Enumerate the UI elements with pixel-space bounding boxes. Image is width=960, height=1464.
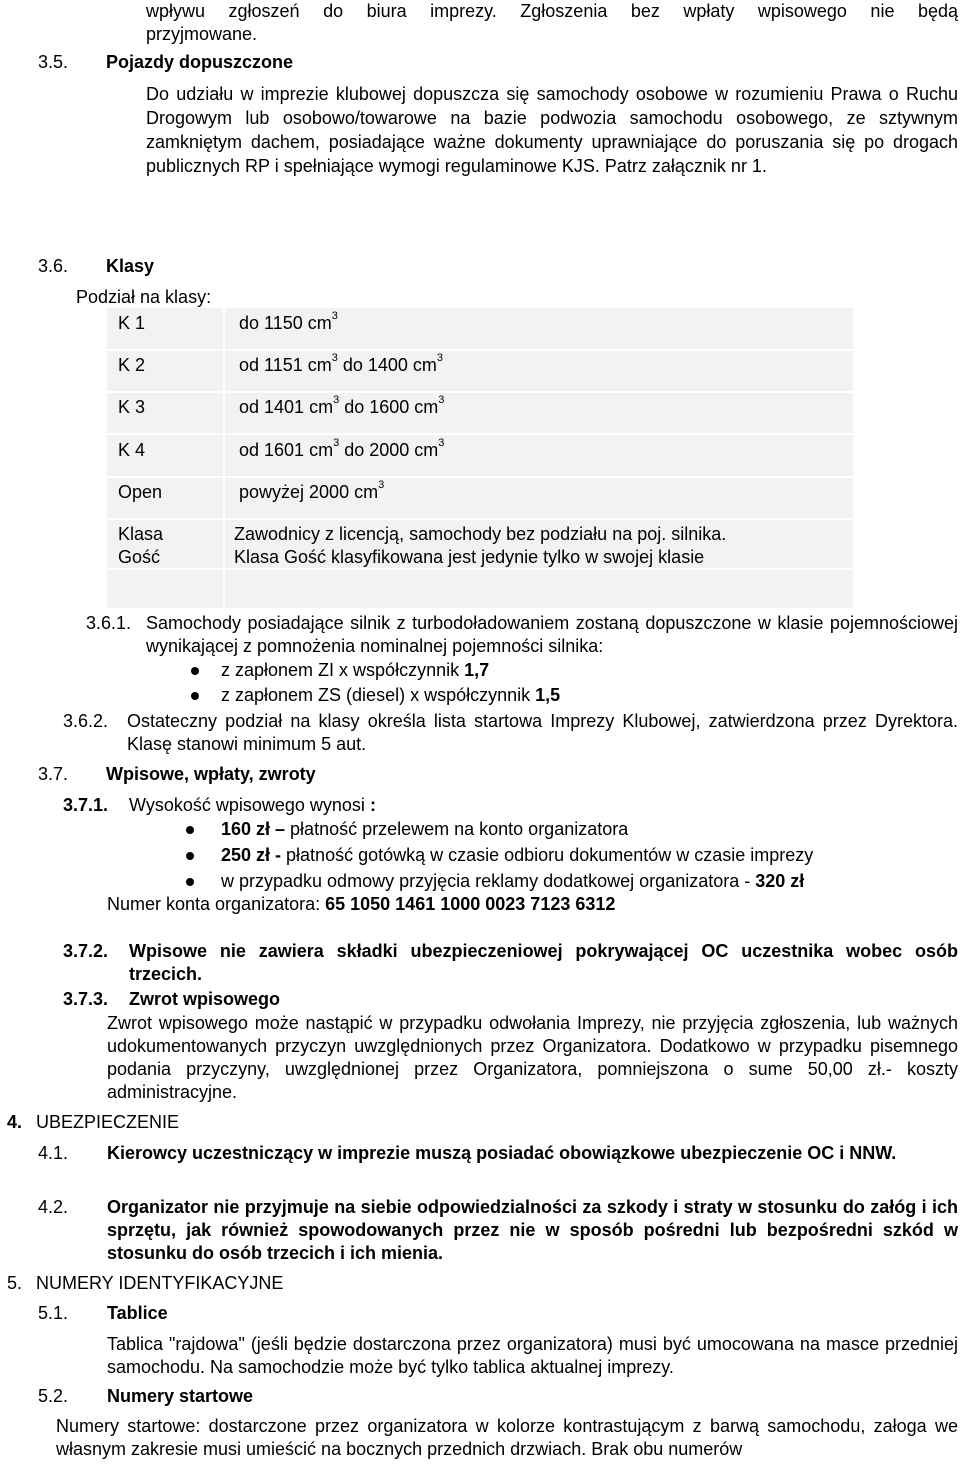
class-name: K 4: [118, 440, 146, 460]
bullet-icon: [191, 667, 199, 675]
bullet-icon: [186, 878, 194, 886]
section-5-1-number: 5.1.: [38, 1303, 69, 1323]
class-name: Open: [118, 482, 163, 502]
fee-item: 160 zł – płatność przelewem na konto organizatora: [221, 819, 629, 839]
section-3-7-2-text: Wpisowe nie zawiera składki ubezpieczeniowej pokrywającej OC uczestnika wobec osób trzecich.: [129, 941, 958, 984]
section-3-7-number: 3.7.: [38, 764, 69, 784]
continuation-line-1: wpływu zgłoszeń do biura imprezy. Zgłoszenia bez wpłaty wpisowego nie będą: [146, 1, 958, 21]
class-name: K 1: [118, 313, 146, 333]
section-5-1-text: Tablica "rajdowa" (jeśli będzie dostarczona przez organizatora) musi być umocowana na masce przedniej samochodu. Na samochodzie może być tylko tablica aktualnej imprezy.: [107, 1334, 958, 1377]
section-4-2-number: 4.2.: [38, 1197, 69, 1217]
section-3-6-1-text: Samochody posiadające silnik z turbodoładowaniem zostaną dopuszczone w klasie pojemnościowej wynikającej z pomnożenia nominalnej pojemności silnika:: [146, 613, 958, 656]
section-3-7-3-text: Zwrot wpisowego może nastąpić w przypadku odwołania Imprezy, nie przyjęcia zgłoszenia, lub ważnych udokumentowanych przyczyn uwzględnionych przez Organizatora. Dodatkowo w przypadku pisemnego podania przyczyny, uwzględnionej przez Organizatora, pomniejszona o sume 50,00 zł.- koszty administracyjne.: [107, 1013, 958, 1102]
class-description-line2: Klasa Gość klasyfikowana jest jedynie tylko w swojej klasie: [234, 547, 705, 567]
section-3-6-1-number: 3.6.1.: [86, 613, 132, 633]
class-description-line1: Zawodnicy z licencją, samochody bez podziału na poj. silnika.: [234, 524, 727, 544]
section-3-7-1-number: 3.7.1.: [63, 795, 109, 815]
account-number: Numer konta organizatora: 65 1050 1461 1000 0023 7123 6312: [107, 894, 616, 914]
class-name-line1: Klasa: [118, 524, 164, 544]
class-name: K 2: [118, 355, 146, 375]
fee-item: 250 zł - płatność gotówką w czasie odbioru dokumentów w czasie imprezy: [221, 845, 814, 865]
section-3-5-number: 3.5.: [38, 52, 69, 72]
section-3-7-title: Wpisowe, wpłaty, zwroty: [106, 764, 316, 784]
section-5-1-title: Tablice: [107, 1303, 168, 1323]
section-3-7-3-title: Zwrot wpisowego: [129, 989, 280, 1009]
section-4-2-text: Organizator nie przyjmuje na siebie odpowiedzialności za szkody i straty w stosunku do załóg i ich sprzętu, jak również spowodowanych przez nie w sposób pośredni lub bezpośredni szkód w stosunku do osób trzecich i ich mienia.: [107, 1197, 958, 1263]
section-3-6-2-text: Ostateczny podział na klasy określa lista startowa Imprezy Klubowej, zatwierdzona przez Dyrektora. Klasę stanowi minimum 5 aut.: [127, 711, 958, 754]
section-3-6-number: 3.6.: [38, 256, 69, 276]
continuation-line-2: przyjmowane.: [146, 24, 258, 44]
section-5-title: NUMERY IDENTYFIKACYJNE: [36, 1273, 284, 1293]
section-3-5-text: Do udziału w imprezie klubowej dopuszcza się samochody osobowe w rozumieniu Prawa o Ruchu Drogowym lub osobowo/towarowe na bazie podwozia samochodu osobowego, ze sztywnym zamkniętym dachem, posiadające ważne dokumenty uprawniające do poruszania się po drogach publicznych RP i spełniające wymogi regulaminowe KJS. Patrz załącznik nr 1.: [146, 84, 958, 176]
section-3-6-2-number: 3.6.2.: [63, 711, 109, 731]
section-5-2-number: 5.2.: [38, 1386, 69, 1406]
fee-item: w przypadku odmowy przyjęcia reklamy dodatkowej organizatora - 320 zł: [221, 871, 805, 891]
section-4-title: UBEZPIECZENIE: [36, 1112, 180, 1132]
class-capacity: od 1401 $cm^3$ do 1600 $cm^3$: [239, 394, 445, 417]
bullet-icon: [186, 852, 194, 860]
class-capacity: do 1150 $cm^3$: [239, 310, 338, 333]
section-5-2-title: Numery startowe: [107, 1386, 254, 1406]
section-4-number: 4.: [7, 1112, 23, 1132]
bullet-item: z zapłonem ZI x współczynnik 1,7: [221, 660, 490, 680]
bullet-icon: [186, 826, 194, 834]
section-4-1-text: Kierowcy uczestniczący w imprezie muszą posiadać obowiązkowe ubezpieczenie OC i NNW.: [107, 1143, 897, 1163]
section-5-number: 5.: [7, 1273, 23, 1293]
class-capacity: od 1151 $cm^3$ do 1400 $cm^3$: [239, 352, 444, 375]
section-4-1-number: 4.1.: [38, 1143, 69, 1163]
section-3-7-1-text: Wysokość wpisowego wynosi :: [129, 795, 376, 815]
class-name-line2: Gość: [118, 547, 161, 567]
classes-intro: Podział na klasy:: [76, 287, 212, 307]
section-3-7-2-number: 3.7.2.: [63, 941, 109, 961]
class-capacity: powyżej 2000 $cm^3$: [239, 479, 385, 502]
section-5-2-text: Numery startowe: dostarczone przez organizatora w kolorze kontrastującym z barwą samochodu, załoga we własnym zakresie musi umieścić na bocznych przednich drzwiach. Brak obu numerów: [56, 1416, 958, 1459]
class-capacity: od 1601 $cm^3$ do 2000 $cm^3$: [239, 437, 445, 460]
bullet-item: z zapłonem ZS (diesel) x współczynnik 1,5: [221, 685, 561, 705]
section-3-6-title: Klasy: [106, 256, 155, 276]
class-name: K 3: [118, 397, 146, 417]
bullet-icon: [191, 692, 199, 700]
section-3-7-3-number: 3.7.3.: [63, 989, 109, 1009]
section-3-5-title: Pojazdy dopuszczone: [106, 52, 294, 72]
